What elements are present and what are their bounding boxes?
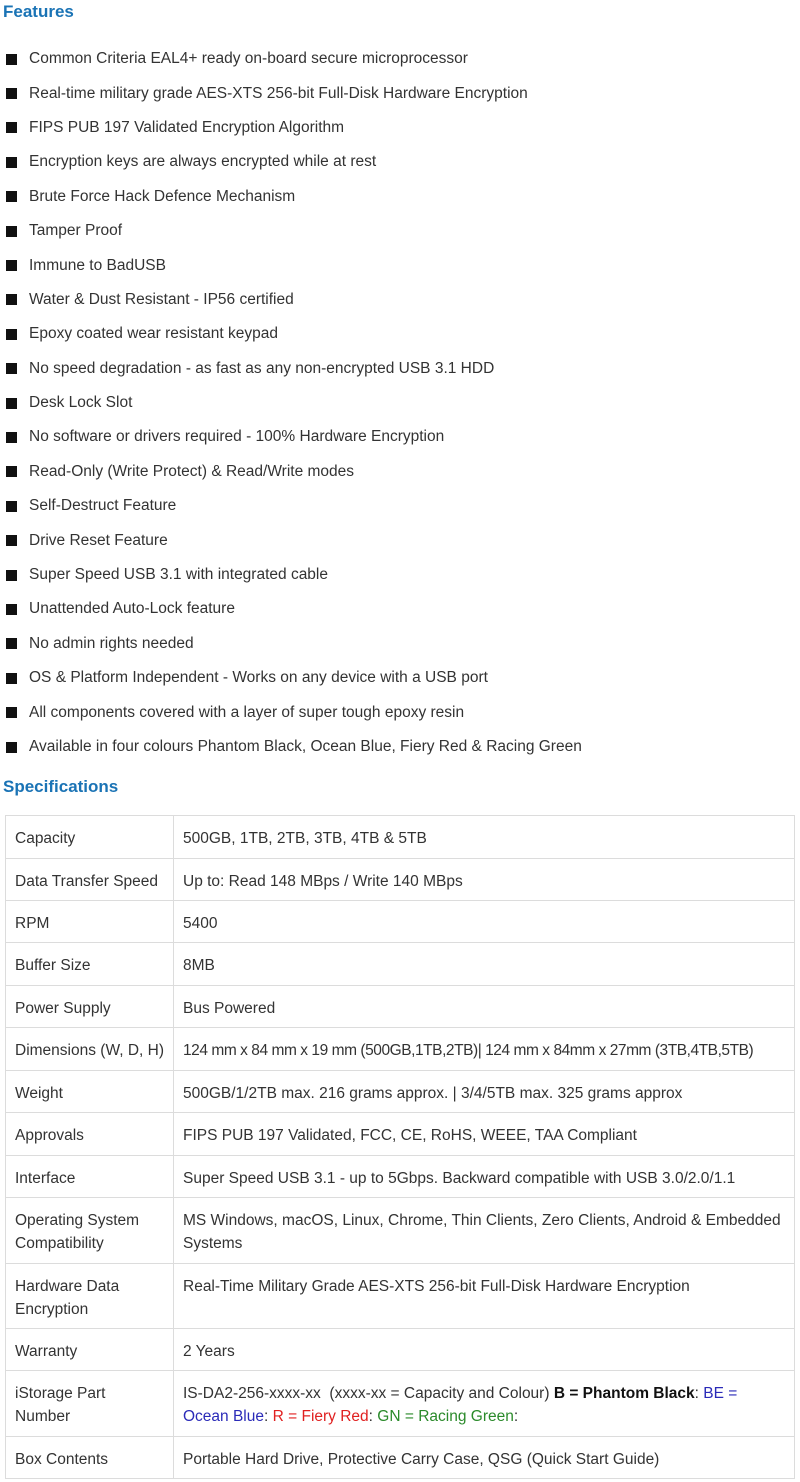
spec-value: Portable Hard Drive, Protective Carry Case, QSG (Quick Start Guide) (183, 1451, 660, 1468)
table-row (6, 1437, 795, 1479)
list-item: Read-Only (Write Protect) & Read/Write modes (0, 455, 582, 489)
square-bullet-icon (6, 604, 17, 615)
table-row (6, 1071, 795, 1113)
list-item: FIPS PUB 197 Validated Encryption Algorithm (0, 111, 582, 145)
square-bullet-icon (6, 88, 17, 99)
list-item: Encryption keys are always encrypted while at rest (0, 145, 582, 179)
spec-value: Bus Powered (183, 1000, 276, 1017)
square-bullet-icon (6, 742, 17, 753)
table-row (6, 1028, 795, 1071)
square-bullet-icon (6, 707, 17, 718)
square-bullet-icon (6, 638, 17, 649)
table-row (6, 986, 795, 1028)
list-item: No software or drivers required - 100% Hardware Encryption (0, 420, 582, 454)
square-bullet-icon (6, 226, 17, 237)
square-bullet-icon (6, 363, 17, 374)
spec-value: 2 Years (183, 1343, 235, 1360)
features-heading: Features (3, 2, 74, 21)
square-bullet-icon (6, 570, 17, 581)
square-bullet-icon (6, 191, 17, 202)
spec-label: Hardware Data Encryption (15, 1278, 120, 1318)
spec-value: Up to: Read 148 MBps / Write 140 MBps (183, 873, 463, 890)
part-number-sep: : (368, 1408, 378, 1425)
spec-label: Buffer Size (15, 957, 91, 974)
list-item: Available in four colours Phantom Black, Ocean Blue, Fiery Red & Racing Green (0, 730, 582, 764)
spec-label: Warranty (15, 1343, 78, 1360)
list-item: Brute Force Hack Defence Mechanism (0, 180, 582, 214)
list-item: Epoxy coated wear resistant keypad (0, 317, 582, 351)
table-row (6, 1113, 795, 1156)
list-item: Unattended Auto-Lock feature (0, 592, 582, 626)
table-row (6, 943, 795, 986)
square-bullet-icon (6, 329, 17, 340)
specifications-heading: Specifications (3, 777, 119, 796)
table-row (6, 816, 795, 859)
spec-value: 5400 (183, 915, 218, 932)
spec-label: Capacity (15, 830, 76, 847)
part-number-green: GN = Racing Green (377, 1408, 514, 1425)
spec-label: Data Transfer Speed (15, 873, 159, 890)
square-bullet-icon (6, 535, 17, 546)
part-number-blue: BE = Ocean Blue (183, 1385, 738, 1425)
square-bullet-icon (6, 432, 17, 443)
square-bullet-icon (6, 54, 17, 65)
table-row (6, 1156, 795, 1198)
spec-value: 500GB/1/2TB max. 216 grams approx. | 3/4/5TB max. 325 grams approx (183, 1085, 683, 1102)
table-row (6, 1198, 795, 1264)
list-item: Immune to BadUSB (0, 248, 582, 282)
part-number-sep: : (264, 1408, 273, 1425)
spec-label: Approvals (15, 1127, 84, 1144)
square-bullet-icon (6, 294, 17, 305)
square-bullet-icon (6, 157, 17, 168)
features-list (0, 42, 582, 764)
list-item: Tamper Proof (0, 214, 582, 248)
list-item: Water & Dust Resistant - IP56 certified (0, 283, 582, 317)
list-item: All components covered with a layer of super tough epoxy resin (0, 695, 582, 729)
spec-label: Power Supply (15, 1000, 111, 1017)
part-number-sep: : (513, 1408, 523, 1425)
list-item: Super Speed USB 3.1 with integrated cable (0, 558, 582, 592)
spec-label: Dimensions (W, D, H) (15, 1042, 164, 1059)
square-bullet-icon (6, 122, 17, 133)
spec-label: Operating System Compatibility (15, 1212, 140, 1252)
square-bullet-icon (6, 501, 17, 512)
list-item: Self-Destruct Feature (0, 489, 582, 523)
square-bullet-icon (6, 466, 17, 477)
spec-label: RPM (15, 915, 50, 932)
list-item: No admin rights needed (0, 627, 582, 661)
spec-value: Super Speed USB 3.1 - up to 5Gbps. Backward compatible with USB 3.0/2.0/1.1 (183, 1170, 736, 1187)
list-item: Real-time military grade AES-XTS 256-bit Full-Disk Hardware Encryption (0, 76, 582, 110)
table-row (6, 901, 795, 943)
spec-value: 8MB (183, 957, 215, 974)
list-item: Desk Lock Slot (0, 386, 582, 420)
square-bullet-icon (6, 398, 17, 409)
list-item: OS & Platform Independent - Works on any device with a USB port (0, 661, 582, 695)
spec-value (183, 1371, 785, 1428)
part-number-base: IS-DA2-256-xxxx-xx (xxxx-xx = Capacity and Colour) (183, 1385, 554, 1402)
spec-label: Box Contents (15, 1451, 109, 1468)
square-bullet-icon (6, 673, 17, 684)
spec-label: Interface (15, 1170, 76, 1187)
spec-value: 500GB, 1TB, 2TB, 3TB, 4TB & 5TB (183, 830, 427, 847)
table-row (6, 1329, 795, 1371)
spec-label: Weight (15, 1085, 63, 1102)
part-number-black: B = Phantom Black (553, 1385, 695, 1402)
part-number-sep: : (694, 1385, 704, 1402)
table-row (6, 1264, 795, 1329)
list-item: Common Criteria EAL4+ ready on-board secure microprocessor (0, 42, 582, 76)
table-row (6, 1371, 795, 1437)
spec-value: 124 mm x 84 mm x 19 mm (500GB,1TB,2TB)| 124 mm x 84mm x 27mm (3TB,4TB,5TB) (183, 1042, 754, 1059)
spec-value: Real-Time Military Grade AES-XTS 256-bit Full-Disk Hardware Encryption (183, 1278, 690, 1295)
spec-label: iStorage Part Number (15, 1385, 106, 1425)
square-bullet-icon (6, 260, 17, 271)
list-item: Drive Reset Feature (0, 523, 582, 557)
list-item: No speed degradation - as fast as any non-encrypted USB 3.1 HDD (0, 352, 582, 386)
spec-value: MS Windows, macOS, Linux, Chrome, Thin Clients, Zero Clients, Android & Embedded Systems (183, 1212, 781, 1252)
spec-value: FIPS PUB 197 Validated, FCC, CE, RoHS, WEEE, TAA Compliant (183, 1127, 637, 1144)
table-row (6, 859, 795, 901)
part-number-red: R = Fiery Red (272, 1408, 369, 1425)
specifications-table (5, 815, 795, 1479)
